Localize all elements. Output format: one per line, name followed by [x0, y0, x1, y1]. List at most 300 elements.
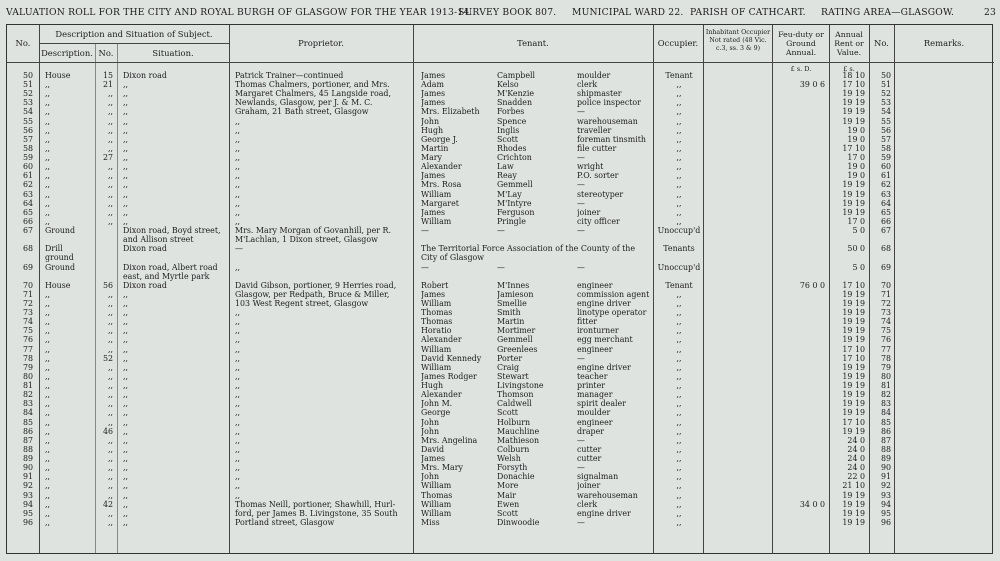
cell-hno: ,, — [107, 308, 113, 318]
table-row — [7, 153, 994, 162]
cell-to: joiner — [577, 207, 601, 217]
cell-prop: ,, — [235, 125, 241, 135]
cell-occ: ,, — [676, 435, 682, 445]
table-row — [7, 71, 994, 80]
cell-prop: ,, — [235, 308, 241, 318]
cell-desc: ,, — [45, 107, 51, 117]
cell-tf: William — [421, 508, 452, 518]
table-row — [7, 217, 994, 226]
cell-to: stereotyper — [577, 189, 624, 199]
cell-to: draper — [577, 426, 605, 436]
cell-hno: ,, — [107, 116, 113, 126]
cell-occ: ,, — [676, 180, 682, 190]
cell-to: engineer — [577, 344, 613, 354]
cell-n2: 61 — [880, 171, 891, 181]
cell-n2: 54 — [880, 107, 891, 117]
table-row — [7, 436, 994, 445]
cell-hno: ,, — [107, 390, 113, 400]
cell-sit: Dixon road, Albert road — [123, 262, 218, 272]
cell-n: 93 — [22, 490, 33, 500]
cell-n: 62 — [22, 180, 33, 190]
col-feu-duty: Feu-duty or Ground Annual. — [778, 30, 824, 57]
cell-to: warehouseman — [577, 490, 638, 500]
cell-n2: 70 — [880, 280, 891, 290]
cell-n2: 96 — [880, 517, 891, 527]
cell-desc: ,, — [45, 98, 51, 108]
cell-n: 52 — [22, 89, 33, 99]
cell-n: 83 — [22, 399, 33, 409]
cell-prop: ,, — [235, 116, 241, 126]
table-row — [7, 335, 994, 344]
cell-tf: City of Glasgow — [421, 253, 485, 263]
cell-ann: 19 19 — [842, 189, 865, 199]
cell-ann: 50 0 — [847, 244, 865, 254]
cell-occ: ,, — [676, 207, 682, 217]
cell-ts: More — [497, 481, 519, 491]
cell-prop: Thomas Chalmers, portioner, and Mrs. — [235, 80, 390, 90]
cell-occ: ,, — [676, 371, 682, 381]
cell-n: 65 — [22, 207, 33, 217]
cell-n2: 94 — [880, 499, 891, 509]
cell-n2: 74 — [880, 317, 891, 327]
cell-sit: ,, — [123, 362, 129, 372]
cell-ts: Martin — [497, 317, 525, 327]
cell-ann: 19 19 — [842, 517, 865, 527]
cell-tf: James — [421, 89, 446, 99]
cell-n: 67 — [22, 226, 33, 236]
cell-to: moulder — [577, 71, 611, 80]
cell-ann: 24 0 — [847, 444, 865, 454]
cell-n2: 63 — [880, 189, 891, 199]
cell-tf: James — [421, 98, 446, 108]
col-proprietor: Proprietor. — [298, 38, 344, 48]
cell-sit: east, and Myrtle park — [123, 271, 210, 281]
cell-desc: House — [45, 280, 71, 290]
cell-to: spirit dealer — [577, 399, 626, 409]
table-row — [7, 235, 994, 244]
cell-prop: ,, — [235, 180, 241, 190]
cell-to: — — [577, 107, 585, 117]
cell-to: moulder — [577, 408, 611, 418]
cell-n2: 84 — [880, 408, 891, 418]
cell-ts: Mair — [497, 490, 517, 500]
cell-ts: Pringle — [497, 216, 526, 226]
cell-prop: ,, — [235, 189, 241, 199]
cell-occ: ,, — [676, 417, 682, 427]
cell-sit: ,, — [123, 171, 129, 181]
cell-desc: ,, — [45, 490, 51, 500]
cell-ann: 19 19 — [842, 107, 865, 117]
cell-n2: 71 — [880, 289, 891, 299]
cell-prop: ,, — [235, 326, 241, 336]
cell-prop: ,, — [235, 399, 241, 409]
cell-n2: 52 — [880, 89, 891, 99]
cell-to: — — [577, 226, 585, 236]
cell-prop: ,, — [235, 344, 241, 354]
cell-occ: ,, — [676, 381, 682, 391]
cell-hno: ,, — [107, 463, 113, 473]
cell-ann: 19 19 — [842, 198, 865, 208]
cell-n: 57 — [22, 134, 33, 144]
cell-ts: Snadden — [497, 98, 533, 108]
table-row — [7, 472, 994, 481]
cell-desc: ,, — [45, 308, 51, 318]
cell-to: city officer — [577, 216, 620, 226]
cell-desc: ,, — [45, 171, 51, 181]
cell-to: — — [577, 153, 585, 163]
cell-ann: 19 19 — [842, 499, 865, 509]
cell-hno: 42 — [102, 499, 113, 509]
cell-n: 51 — [22, 80, 33, 90]
cell-hno: ,, — [107, 189, 113, 199]
cell-ts: Livingstone — [497, 381, 544, 391]
cell-ts: Scott — [497, 508, 518, 518]
cell-hno: ,, — [107, 454, 113, 464]
cell-hno: ,, — [107, 125, 113, 135]
cell-tf: John — [421, 116, 440, 126]
cell-n: 78 — [22, 353, 33, 363]
cell-prop: Margaret Chalmers, 45 Langside road, — [235, 89, 391, 99]
cell-desc: ,, — [45, 116, 51, 126]
cell-occ: ,, — [676, 171, 682, 181]
col-situation: Situation. — [152, 48, 194, 58]
cell-sit: ,, — [123, 134, 129, 144]
cell-desc: ,, — [45, 408, 51, 418]
cell-occ: ,, — [676, 162, 682, 172]
cell-occ: ,, — [676, 481, 682, 491]
cell-desc: ,, — [45, 353, 51, 363]
cell-n: 81 — [22, 381, 33, 391]
cell-occ: ,, — [676, 98, 682, 108]
cell-ts: Forbes — [497, 107, 525, 117]
cell-ann: 19 19 — [842, 399, 865, 409]
cell-n2: 90 — [880, 463, 891, 473]
roll-title: VALUATION ROLL FOR THE CITY AND ROYAL BURGH OF GLASGOW FOR THE YEAR 1913-14. — [6, 7, 473, 18]
col-no: No. — [15, 38, 31, 48]
cell-ann: 19 0 — [847, 162, 865, 172]
cell-ann: 19 0 — [847, 125, 865, 135]
cell-ann: 19 19 — [842, 426, 865, 436]
cell-sit: ,, — [123, 216, 129, 226]
table-row — [7, 98, 994, 107]
cell-tf: Hugh — [421, 381, 444, 391]
cell-ann: 17 10 — [842, 143, 865, 153]
parish: PARISH OF CATHCART. — [690, 7, 806, 18]
cell-desc: ,, — [45, 125, 51, 135]
cell-prop: ,, — [235, 143, 241, 153]
cell-ts: Smellie — [497, 299, 527, 308]
cell-occ: ,, — [676, 472, 682, 482]
cell-desc: ,, — [45, 481, 51, 491]
cell-prop: ,, — [235, 362, 241, 372]
cell-prop: — — [235, 244, 243, 254]
feu-money-units: £ s. D. — [790, 65, 812, 73]
cell-n2: 73 — [880, 308, 891, 318]
cell-occ: Tenant — [665, 71, 693, 80]
cell-hno: ,, — [107, 490, 113, 500]
cell-ts: Holburn — [497, 417, 531, 427]
cell-ann: 19 19 — [842, 371, 865, 381]
table-row — [7, 372, 994, 381]
cell-tf: Miss — [421, 517, 440, 527]
cell-hno: ,, — [107, 481, 113, 491]
cell-tf: William — [421, 299, 452, 308]
cell-n2: 95 — [880, 508, 891, 518]
cell-occ: ,, — [676, 125, 682, 135]
cell-n2: 66 — [880, 216, 891, 226]
cell-ts: Colburn — [497, 444, 530, 454]
cell-sit: ,, — [123, 508, 129, 518]
cell-n: 58 — [22, 143, 33, 153]
cell-hno: ,, — [107, 381, 113, 391]
table-row — [7, 500, 994, 509]
table-row — [7, 363, 994, 372]
cell-prop: Patrick Trainer—continued — [235, 71, 344, 80]
cell-tf: Alexander — [421, 390, 462, 400]
cell-sit: ,, — [123, 381, 129, 391]
cell-feu: 76 0 0 — [799, 280, 825, 290]
cell-to: engineer — [577, 417, 613, 427]
cell-sit: ,, — [123, 326, 129, 336]
cell-n2: 78 — [880, 353, 891, 363]
cell-n: 69 — [22, 262, 33, 272]
cell-occ: ,, — [676, 189, 682, 199]
cell-occ: ,, — [676, 344, 682, 354]
cell-hno: 46 — [102, 426, 113, 436]
cell-hno: ,, — [107, 134, 113, 144]
cell-n: 85 — [22, 417, 33, 427]
cell-n: 73 — [22, 308, 33, 318]
cell-occ: Tenants — [663, 244, 695, 254]
table-row — [7, 171, 994, 180]
cell-ann: 19 19 — [842, 335, 865, 345]
cell-n: 54 — [22, 107, 33, 117]
cell-ann: 19 19 — [842, 326, 865, 336]
cell-ts: M'Kenzie — [497, 89, 535, 99]
cell-n2: 62 — [880, 180, 891, 190]
cell-desc: ,, — [45, 189, 51, 199]
cell-to: — — [577, 180, 585, 190]
cell-n2: 86 — [880, 426, 891, 436]
cell-occ: ,, — [676, 463, 682, 473]
cell-occ: Unoccup'd — [657, 262, 701, 272]
cell-hno: ,, — [107, 207, 113, 217]
cell-prop: ,, — [235, 353, 241, 363]
cell-occ: ,, — [676, 454, 682, 464]
cell-desc: House — [45, 71, 71, 80]
cell-occ: ,, — [676, 308, 682, 318]
cell-sit: Dixon road, Boyd street, — [123, 226, 221, 236]
cell-n: 88 — [22, 444, 33, 454]
table-row — [7, 308, 994, 317]
table-row — [7, 326, 994, 335]
cell-occ: ,, — [676, 353, 682, 363]
cell-n: 55 — [22, 116, 33, 126]
cell-n: 94 — [22, 499, 33, 509]
cell-feu: 34 0 0 — [799, 499, 825, 509]
table-row — [7, 518, 994, 527]
cell-tf: The Territorial Force Association of the County of the — [421, 244, 636, 254]
cell-hno: ,, — [107, 162, 113, 172]
cell-prop: ,, — [235, 171, 241, 181]
cell-ts: Forsyth — [497, 463, 528, 473]
table-row — [7, 107, 994, 116]
cell-prop: ,, — [235, 408, 241, 418]
cell-ann: 19 19 — [842, 317, 865, 327]
cell-hno: ,, — [107, 216, 113, 226]
cell-ts: Porter — [497, 353, 523, 363]
cell-prop: Thomas Neill, portioner, Shawhill, Hurl- — [235, 499, 396, 509]
cell-prop: ,, — [235, 463, 241, 473]
table-row — [7, 199, 994, 208]
cell-tf: James Rodger — [421, 371, 477, 381]
cell-desc: Ground — [45, 226, 76, 236]
cell-n: 80 — [22, 371, 33, 381]
cell-prop: ,, — [235, 390, 241, 400]
cell-occ: ,, — [676, 508, 682, 518]
cell-n2: 65 — [880, 207, 891, 217]
cell-n: 84 — [22, 408, 33, 418]
cell-tf: John — [421, 417, 440, 427]
cell-to: police inspector — [577, 98, 641, 108]
cell-occ: ,, — [676, 289, 682, 299]
cell-hno: ,, — [107, 472, 113, 482]
cell-to: commission agent — [577, 289, 650, 299]
cell-sit: ,, — [123, 481, 129, 491]
cell-n: 95 — [22, 508, 33, 518]
cell-desc: Ground — [45, 262, 76, 272]
cell-hno: ,, — [107, 335, 113, 345]
cell-tf: David — [421, 444, 445, 454]
cell-ts: Scott — [497, 134, 518, 144]
cell-n2: 69 — [880, 262, 891, 272]
cell-sit: ,, — [123, 344, 129, 354]
table-row — [7, 272, 994, 281]
col-remarks: Remarks. — [923, 38, 965, 48]
cell-hno: ,, — [107, 362, 113, 372]
cell-prop: ,, — [235, 435, 241, 445]
table-row — [7, 89, 994, 98]
cell-n: 59 — [22, 153, 33, 163]
cell-n2: 92 — [880, 481, 891, 491]
cell-prop: 103 West Regent street, Glasgow — [235, 299, 369, 308]
cell-hno: ,, — [107, 326, 113, 336]
cell-prop: ,, — [235, 317, 241, 327]
cell-sit: ,, — [123, 463, 129, 473]
cell-prop: ,, — [235, 444, 241, 454]
cell-sit: ,, — [123, 408, 129, 418]
cell-hno: ,, — [107, 444, 113, 454]
cell-to: engine driver — [577, 362, 631, 372]
cell-to: engineer — [577, 280, 613, 290]
cell-desc: ,, — [45, 499, 51, 509]
cell-tf: John — [421, 426, 440, 436]
cell-tf: John — [421, 472, 440, 482]
cell-feu: 39 0 6 — [799, 80, 825, 90]
cell-n2: 79 — [880, 362, 891, 372]
cell-hno: ,, — [107, 143, 113, 153]
cell-tf: Thomas — [421, 308, 453, 318]
cell-ann: 17 10 — [842, 417, 865, 427]
cell-prop: ,, — [235, 198, 241, 208]
cell-ann: 24 0 — [847, 454, 865, 464]
cell-hno: ,, — [107, 107, 113, 117]
cell-tf: George J. — [421, 134, 458, 144]
cell-ts: Rhodes — [497, 143, 527, 153]
cell-to: clerk — [577, 499, 598, 509]
cell-n: 92 — [22, 481, 33, 491]
cell-sit: ,, — [123, 454, 129, 464]
cell-desc: ,, — [45, 399, 51, 409]
cell-tf: William — [421, 344, 452, 354]
cell-n: 74 — [22, 317, 33, 327]
cell-ts: Reay — [497, 171, 517, 181]
cell-hno: ,, — [107, 517, 113, 527]
cell-ts: Caldwell — [497, 399, 532, 409]
annual-money-units: £ s. — [843, 65, 855, 73]
cell-n: 75 — [22, 326, 33, 336]
cell-occ: ,, — [676, 362, 682, 372]
cell-prop: ,, — [235, 472, 241, 482]
cell-to: — — [577, 353, 585, 363]
cell-hno: ,, — [107, 198, 113, 208]
cell-ann: 24 0 — [847, 435, 865, 445]
cell-ann: 19 19 — [842, 180, 865, 190]
table-row — [7, 427, 994, 436]
table-row — [7, 299, 994, 308]
cell-occ: ,, — [676, 399, 682, 409]
cell-ann: 19 19 — [842, 89, 865, 99]
cell-tf: James — [421, 454, 446, 464]
cell-n2: 50 — [880, 71, 891, 80]
cell-tf: — — [421, 262, 429, 272]
cell-desc: ,, — [45, 89, 51, 99]
cell-sit: ,, — [123, 98, 129, 108]
cell-n2: 55 — [880, 116, 891, 126]
cell-n: 87 — [22, 435, 33, 445]
cell-tf: Horatio — [421, 326, 452, 336]
cell-desc: ground — [45, 253, 74, 263]
cell-ts: Greenlees — [497, 344, 538, 354]
cell-prop: ,, — [235, 481, 241, 491]
cell-ann: 19 19 — [842, 362, 865, 372]
table-row — [7, 126, 994, 135]
cell-tf: Mary — [421, 153, 443, 163]
page-number: 23 — [984, 7, 997, 18]
cell-desc: ,, — [45, 326, 51, 336]
col-house-no: No. — [98, 48, 114, 58]
table-row — [7, 263, 994, 272]
cell-occ: ,, — [676, 153, 682, 163]
cell-n2: 53 — [880, 98, 891, 108]
col-no-right: No. — [874, 38, 889, 48]
cell-sit: and Allison street — [123, 235, 194, 245]
cell-tf: Adam — [421, 80, 444, 90]
cell-prop: ,, — [235, 417, 241, 427]
cell-sit: ,, — [123, 444, 129, 454]
cell-ts: Thomson — [497, 390, 534, 400]
cell-occ: ,, — [676, 107, 682, 117]
cell-desc: ,, — [45, 216, 51, 226]
cell-n2: 85 — [880, 417, 891, 427]
cell-to: — — [577, 463, 585, 473]
table-row — [7, 180, 994, 189]
table-row — [7, 418, 994, 427]
cell-ann: 19 19 — [842, 408, 865, 418]
cell-desc: ,, — [45, 134, 51, 144]
cell-n: 63 — [22, 189, 33, 199]
col-inhabitant-occupier: Inhabitant Occupier Not rated (48 Vic. c.3, ss. 3 & 9) — [705, 29, 771, 52]
